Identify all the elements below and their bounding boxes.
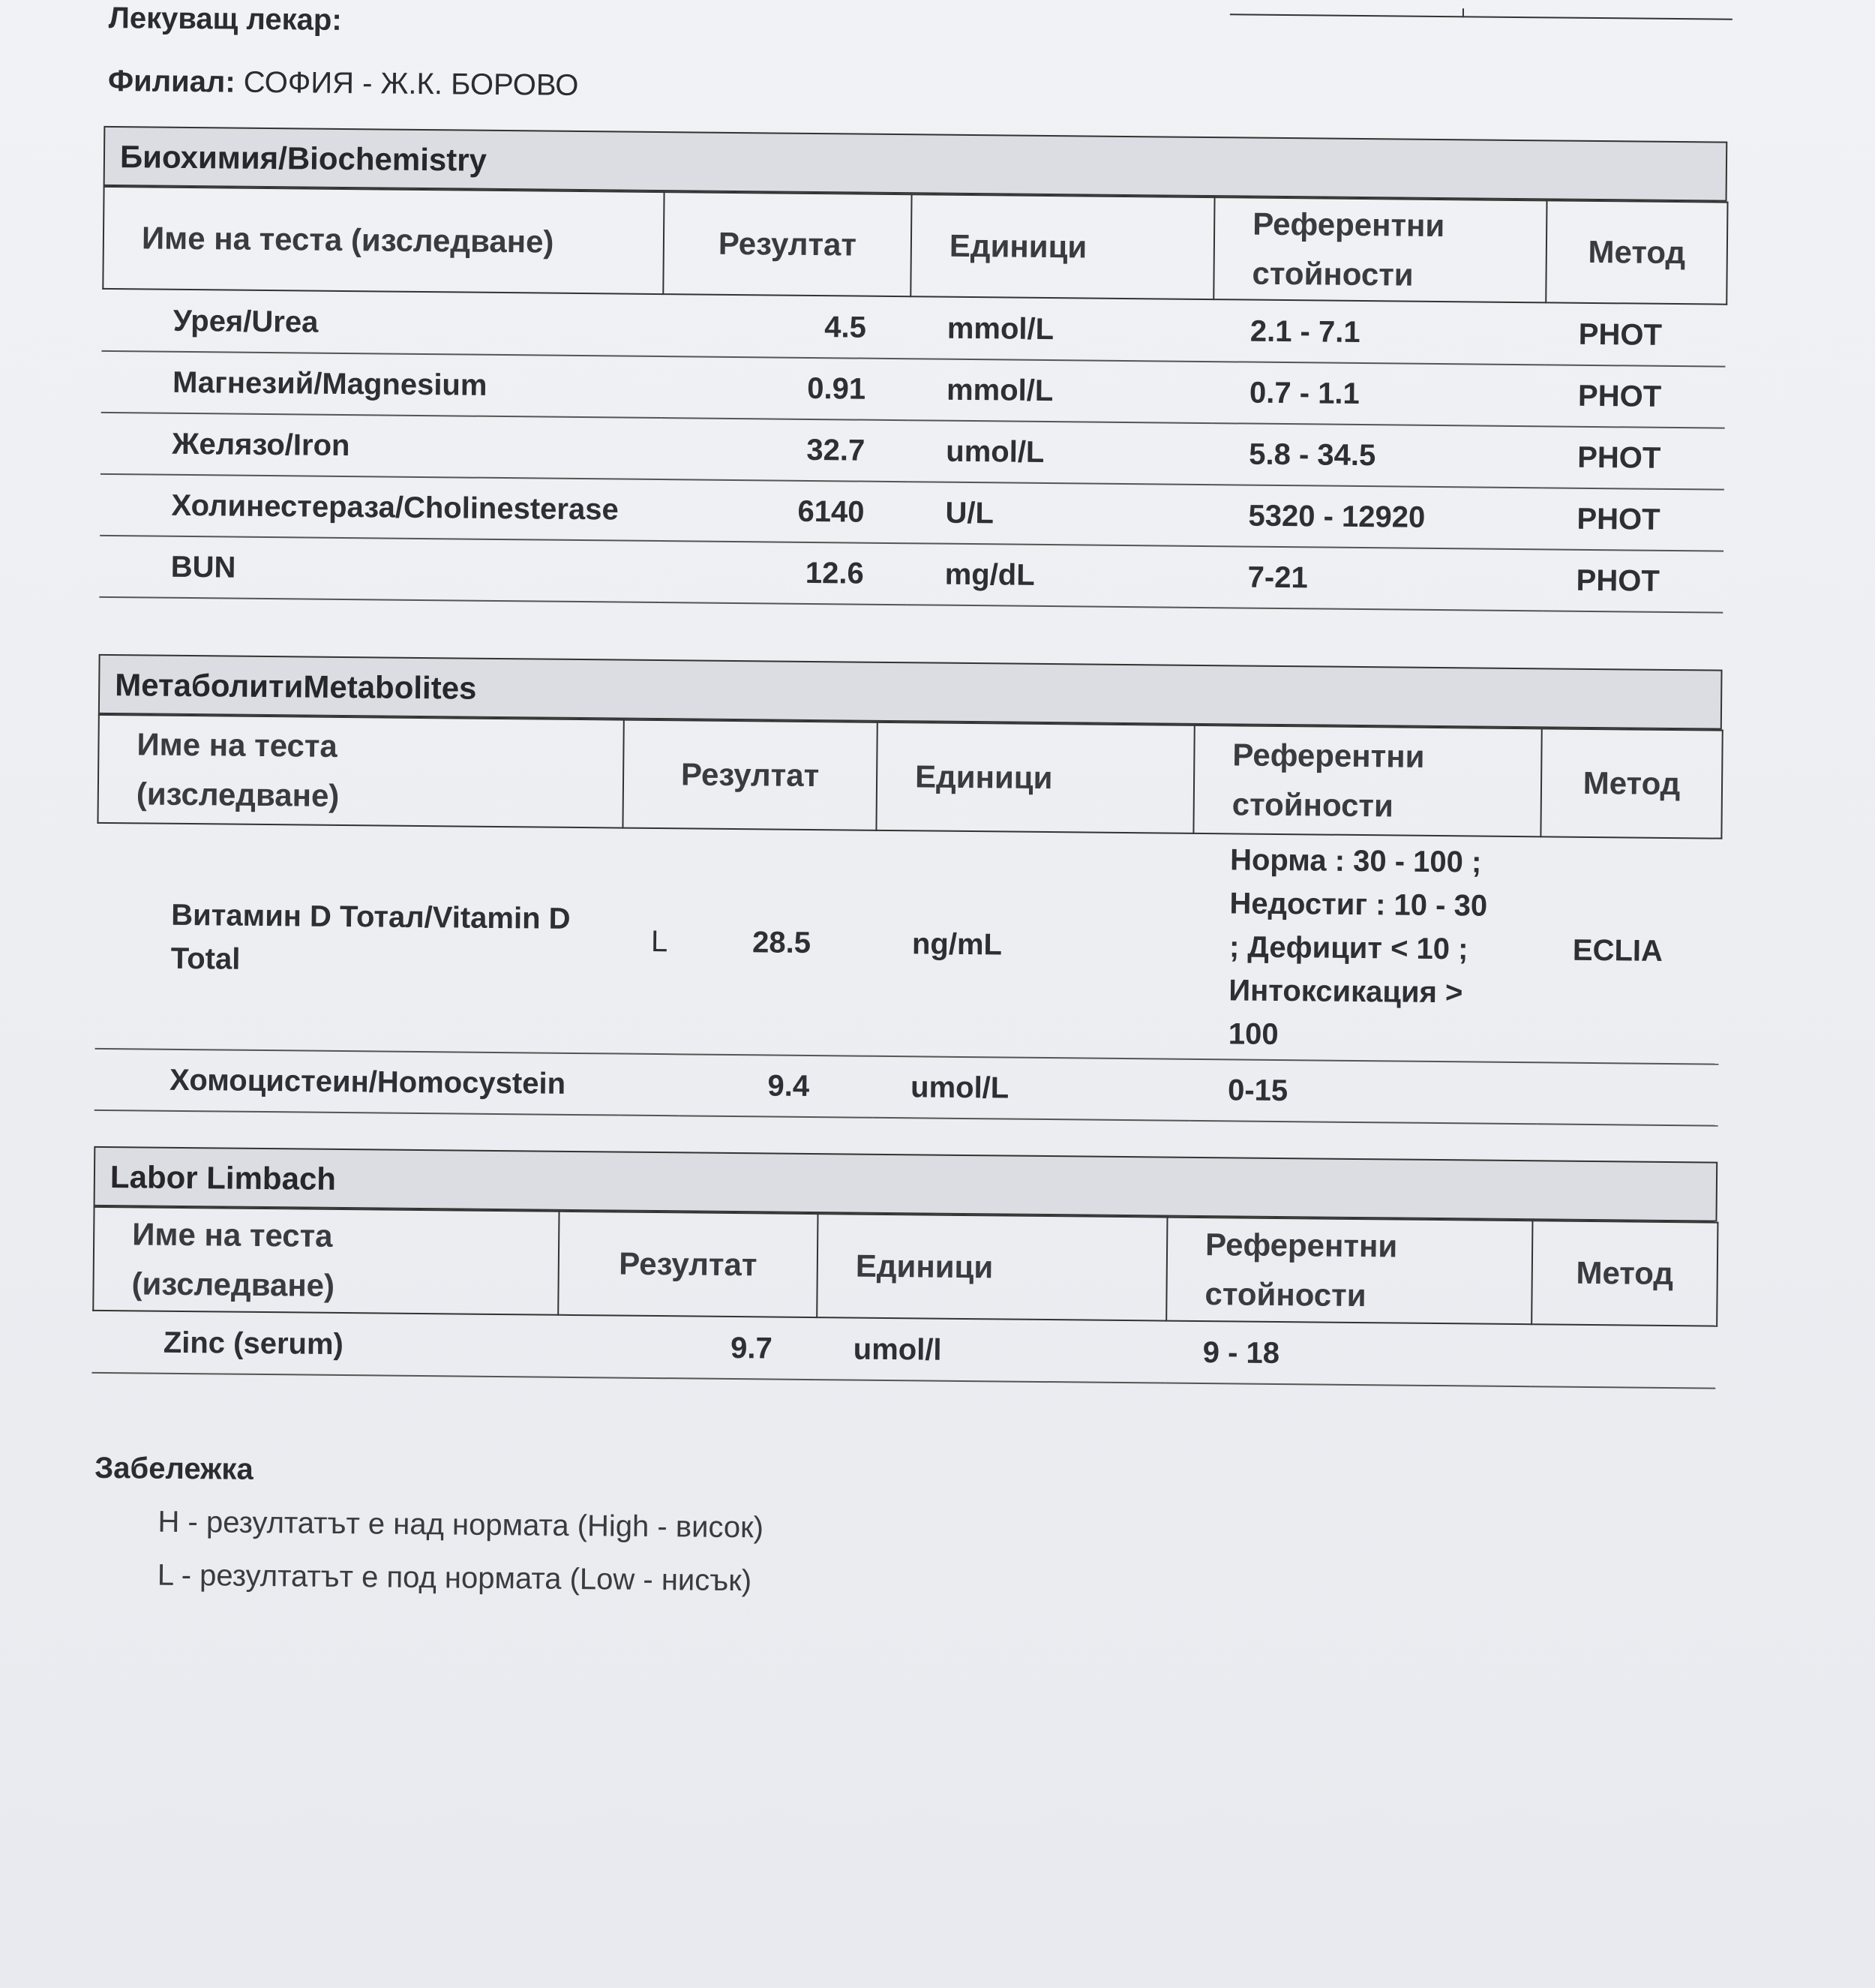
labor-limbach-section	[92, 1146, 1718, 1389]
column-units: Единици	[910, 194, 1214, 299]
metabolites-section	[94, 654, 1723, 1127]
column-reference	[1166, 1218, 1532, 1325]
test-name-line1: Витамин D Тотал/Vitamin D	[171, 898, 571, 935]
test-result: 0.91	[662, 356, 910, 420]
test-method	[1538, 1062, 1719, 1125]
test-result: 28.5	[680, 829, 876, 1056]
column-units: Единици	[817, 1214, 1167, 1320]
reference-line: Норма : 30 - 100 ;	[1229, 842, 1482, 879]
section-title: МетаболитиMetabolites	[98, 654, 1723, 730]
test-units: mg/dL	[907, 543, 1210, 608]
test-name: BUN	[99, 536, 660, 602]
test-name: Zinc (serum)	[92, 1311, 557, 1377]
test-reference: 7-21	[1210, 546, 1543, 611]
test-reference	[1191, 834, 1540, 1062]
test-name: Магнезий/Magnesium	[101, 351, 662, 418]
column-method: Метод	[1546, 200, 1727, 304]
reference-line: ; Дефицит < 10 ;	[1228, 929, 1468, 965]
test-units: mmol/L	[909, 359, 1213, 423]
test-name: Холинестераза/Cholinesterase	[100, 474, 661, 541]
test-units: umol/L	[908, 420, 1212, 485]
column-reference-line1: Референтни	[1204, 1227, 1398, 1264]
column-result: Резултат	[663, 192, 911, 296]
column-name-line1: Име на теста	[131, 1216, 333, 1254]
column-name-line2: (изследване)	[131, 1266, 335, 1303]
test-result: 12.6	[659, 541, 908, 605]
branch-line	[108, 65, 579, 103]
column-result: Резултат	[622, 720, 877, 830]
reference-line: Недостиг : 10 - 30	[1229, 886, 1488, 923]
section-title: Labor Limbach	[94, 1146, 1718, 1222]
table-header	[97, 714, 1723, 839]
notes-block	[94, 1452, 764, 1599]
test-result: 6140	[660, 479, 908, 543]
test-units: ng/mL	[874, 831, 1193, 1059]
test-name: Урея/Urea	[102, 290, 663, 356]
test-result: 9.4	[680, 1054, 874, 1117]
column-reference-line1: Референтни	[1252, 206, 1445, 244]
test-method: PHOT	[1542, 549, 1724, 612]
test-result: 9.7	[556, 1316, 816, 1380]
test-method: PHOT	[1543, 488, 1724, 551]
branch-value: СОФИЯ - Ж.К. БОРОВО	[243, 65, 579, 102]
column-reference-line1: Референтни	[1232, 737, 1425, 774]
notes-title: Забележка	[94, 1451, 254, 1486]
biochemistry-section	[99, 126, 1727, 614]
flag-empty	[620, 1054, 680, 1116]
test-reference: 2.1 - 7.1	[1212, 300, 1545, 365]
test-method: PHOT	[1544, 365, 1726, 428]
results-table	[99, 290, 1726, 614]
branch-label: Филиал:	[107, 64, 236, 99]
test-name: Желязо/Iron	[100, 413, 662, 479]
flag-low: L	[620, 829, 682, 1055]
test-result: 32.7	[661, 418, 909, 482]
table-header	[102, 186, 1728, 305]
test-method	[1530, 1325, 1716, 1388]
test-units: umol/L	[873, 1056, 1191, 1121]
test-name	[95, 824, 622, 1054]
test-units: umol/l	[815, 1318, 1166, 1383]
column-name	[98, 715, 623, 828]
test-method: PHOT	[1544, 426, 1725, 489]
column-name-line2: (изследване)	[136, 776, 340, 813]
test-reference: 5.8 - 34.5	[1211, 423, 1544, 488]
column-name-line1: Име на теста	[136, 726, 338, 764]
column-method: Метод	[1540, 728, 1722, 838]
column-units: Единици	[876, 722, 1194, 833]
column-reference-line2: стойности	[1232, 786, 1394, 824]
test-reference: 5320 - 12920	[1210, 485, 1544, 549]
test-method: ECLIA	[1538, 837, 1720, 1064]
column-result: Резултат	[558, 1212, 818, 1317]
test-result: 4.5	[662, 295, 910, 359]
column-name: Име на теста (изследване)	[103, 187, 664, 294]
doctor-label: Лекуващ лекар:	[108, 1, 342, 37]
top-table-edge	[1230, 11, 1732, 20]
table-header	[92, 1206, 1718, 1327]
column-name	[93, 1207, 559, 1315]
test-reference: 0.7 - 1.1	[1212, 362, 1545, 426]
test-units: mmol/L	[909, 297, 1213, 362]
section-title: Биохимия/Biochemistry	[104, 126, 1728, 202]
column-reference-line2: стойности	[1204, 1276, 1366, 1314]
test-reference: 0-15	[1190, 1059, 1538, 1124]
column-reference	[1214, 197, 1546, 302]
test-units: U/L	[908, 482, 1211, 546]
test-name: Хомоцистеин/Homocystein	[94, 1049, 620, 1116]
column-reference-line2: стойности	[1252, 255, 1414, 293]
results-table	[94, 824, 1721, 1127]
table-row	[95, 824, 1721, 1065]
reference-line: Интоксикация >	[1228, 973, 1463, 1009]
note-high: H - резултатът е над нормата (High - висок)	[158, 1505, 764, 1545]
test-method: PHOT	[1544, 303, 1726, 366]
doctor-line	[109, 2, 342, 38]
reference-line: 100	[1228, 1017, 1279, 1051]
test-reference: 9 - 18	[1165, 1322, 1531, 1387]
note-low: L - резултатът е под нормата (Low - нисък)	[157, 1558, 752, 1598]
test-name-line2: Total	[170, 941, 241, 976]
column-reference	[1193, 725, 1541, 836]
column-method: Метод	[1532, 1221, 1718, 1326]
